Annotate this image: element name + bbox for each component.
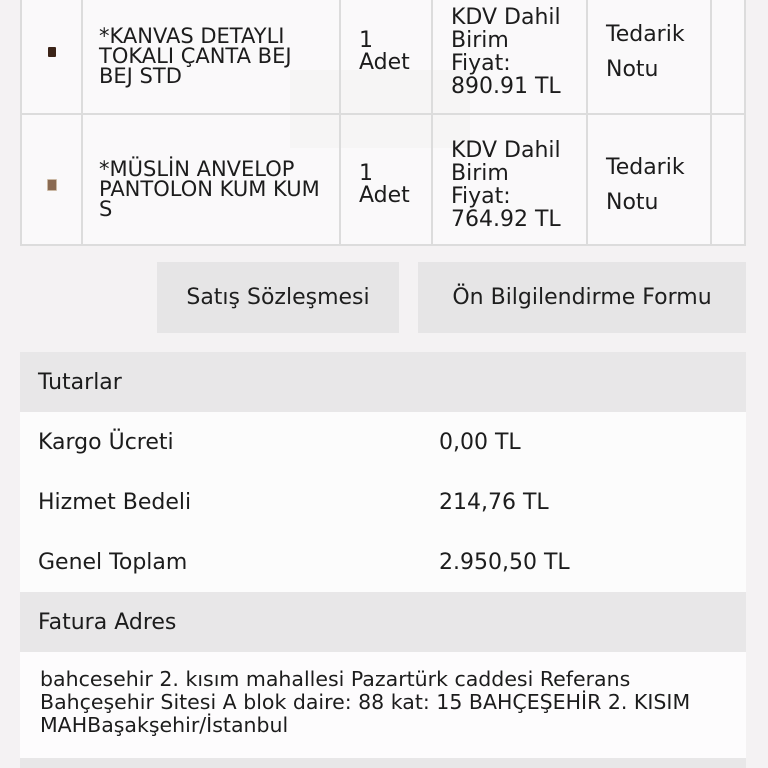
totals-header: Tutarlar [20, 352, 746, 412]
billing-address-text: bahcesehir 2. kısım mahallesi Pazartürk caddesi Referans Bahçeşehir Sitesi A blok daire: 88 kat: 15 BAHÇEŞEHİR 2. KISIM MAHBaşakşehir/İstanbul [20, 652, 746, 762]
supply-note: Tedarik Notu [586, 0, 710, 113]
shipping-fee-row [20, 412, 746, 472]
product-thumbnail[interactable] [47, 179, 57, 191]
product-thumbnail-cell [20, 115, 81, 244]
grand-total-label: Genel Toplam [38, 549, 188, 575]
grand-total-row [20, 532, 746, 592]
price-value: 890.91 TL [451, 73, 561, 99]
billing-address-header: Fatura Adres [20, 592, 746, 652]
row-action-cell [710, 0, 746, 113]
order-item-row [20, 0, 746, 115]
price-label: KDV Dahil Birim Fiyat: [451, 4, 561, 76]
shipping-fee-label: Kargo Ücreti [38, 429, 174, 455]
price-value: 764.92 TL [451, 206, 561, 232]
service-fee-value: 214,76 TL [439, 489, 549, 515]
order-item-row [20, 115, 746, 246]
service-fee-label: Hizmet Bedeli [38, 489, 192, 515]
product-price-cell [431, 0, 586, 113]
price-label: KDV Dahil Birim Fiyat: [451, 137, 561, 209]
product-quantity: 1 Adet [339, 0, 431, 113]
product-quantity: 1 Adet [339, 115, 431, 244]
order-summary [20, 352, 746, 762]
preliminary-info-form-button[interactable]: Ön Bilgilendirme Formu [418, 262, 746, 333]
grand-total-value: 2.950,50 TL [439, 549, 570, 575]
product-price-cell [431, 115, 586, 244]
product-name[interactable]: *KANVAS DETAYLI TOKALI ÇANTA BEJ BEJ STD [81, 0, 339, 113]
order-items-table [20, 0, 746, 246]
next-section-header [20, 758, 746, 768]
product-thumbnail-cell [20, 0, 81, 113]
service-fee-row [20, 472, 746, 532]
shipping-fee-value: 0,00 TL [439, 429, 521, 455]
product-thumbnail[interactable] [48, 47, 56, 57]
row-action-cell [710, 115, 746, 244]
supply-note: Tedarik Notu [586, 115, 710, 244]
product-name[interactable]: *MÜSLİN ANVELOP PANTOLON KUM KUM S [81, 115, 339, 244]
sales-contract-button[interactable]: Satış Sözleşmesi [157, 262, 399, 333]
